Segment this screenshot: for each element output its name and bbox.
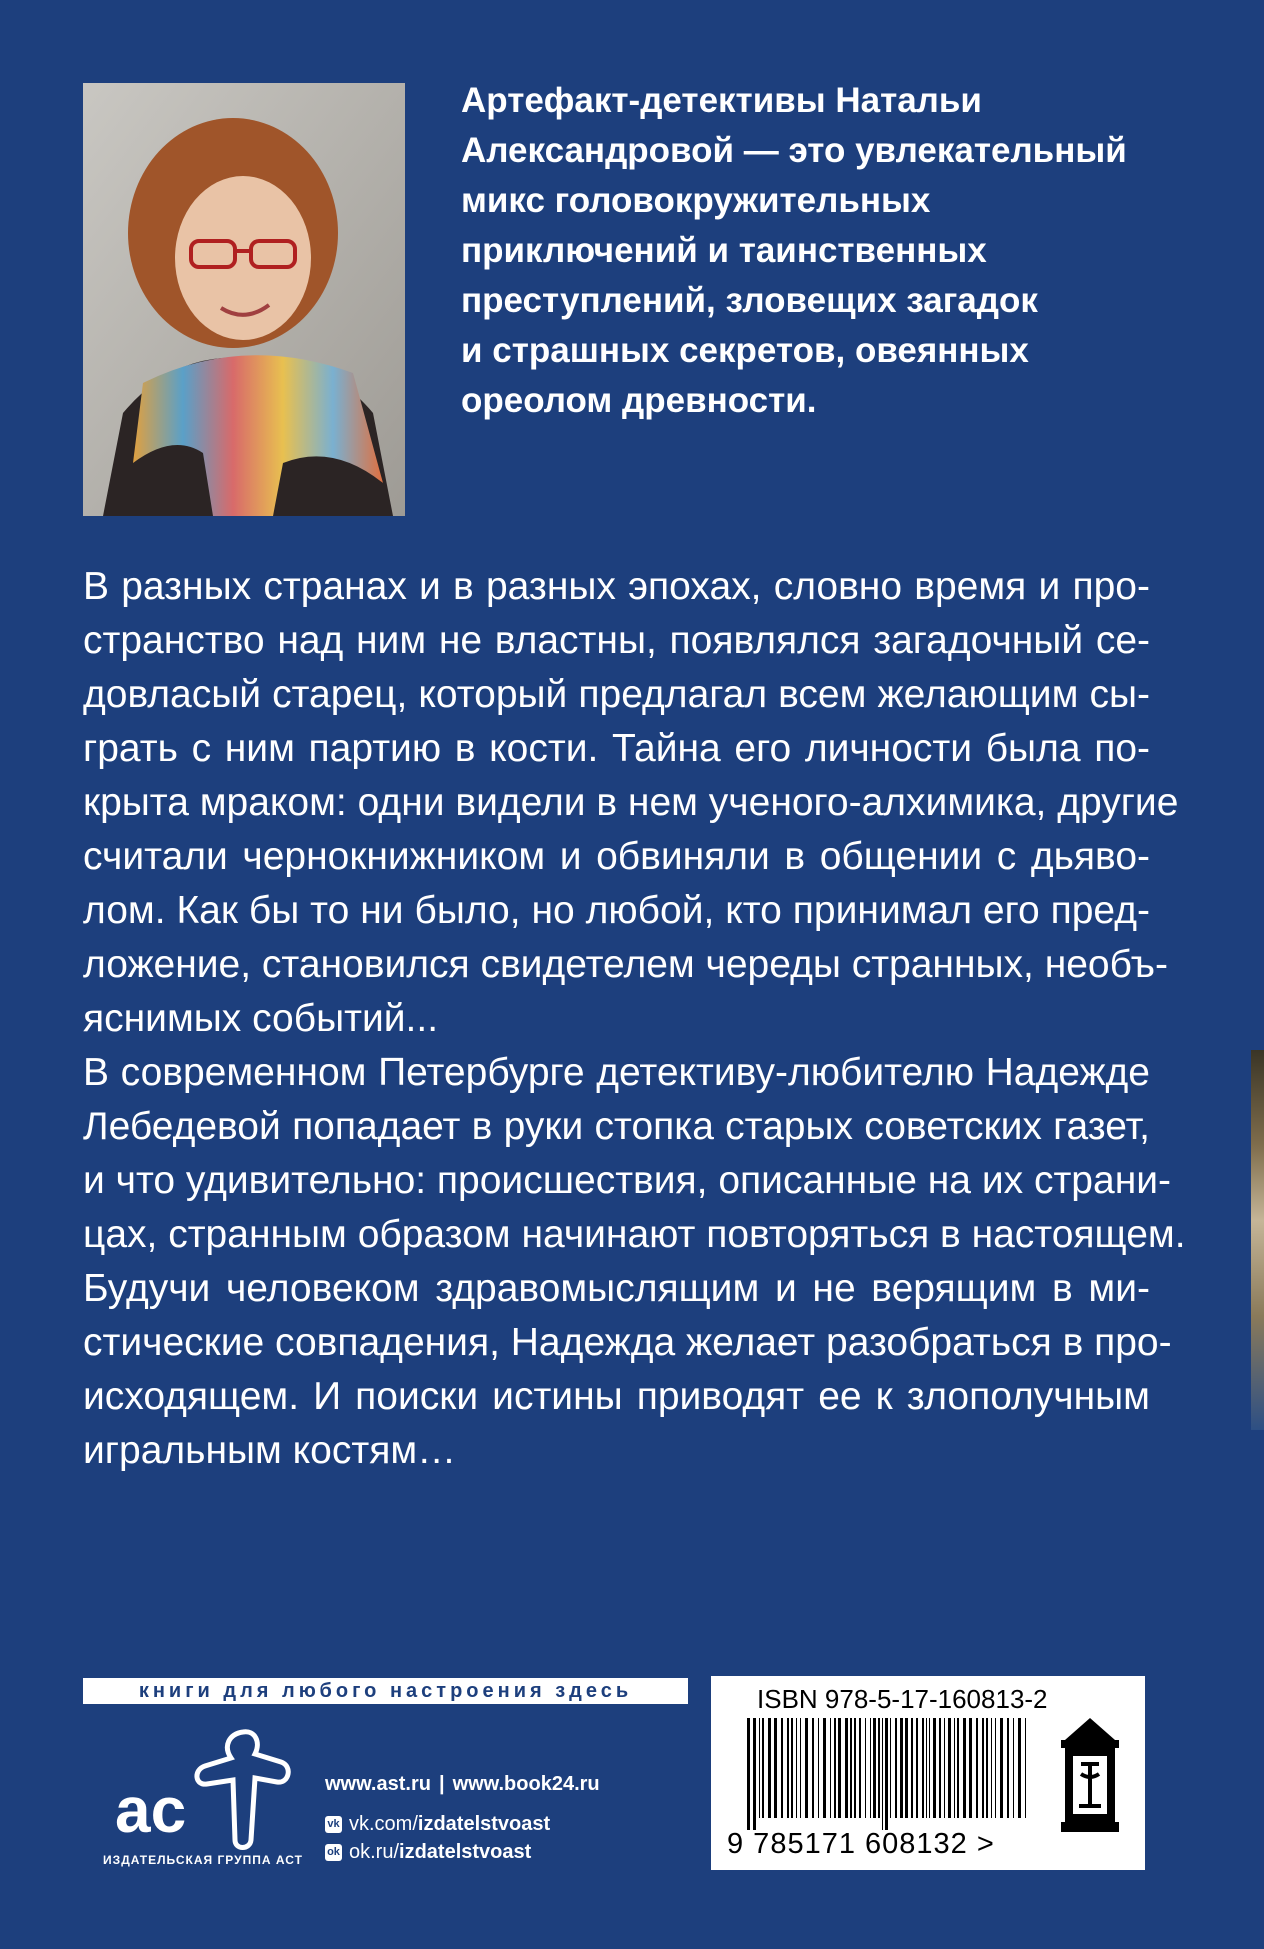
description-line: исходящем. И поиски истины приводят ее к злополучным	[83, 1375, 1150, 1418]
barcode-bar	[944, 1718, 945, 1818]
description-line: В разных странах и в разных эпохах, словно время и про-	[83, 565, 1150, 608]
barcode-bar	[800, 1718, 801, 1818]
barcode-bar	[986, 1718, 988, 1818]
barcode-panel	[711, 1676, 1145, 1870]
barcode-bar	[929, 1718, 930, 1818]
barcode-bar	[885, 1718, 888, 1830]
barcode-bar	[878, 1718, 880, 1818]
barcode-bar	[850, 1718, 852, 1818]
author-portrait-image	[83, 83, 405, 516]
barcode-bar	[1025, 1718, 1026, 1818]
ok-handle: izdatelstvoast	[399, 1840, 532, 1863]
description-line: Лебедевой попадает в руки стопка старых советских газет,	[83, 1105, 1150, 1148]
barcode-bar	[870, 1718, 871, 1818]
ok-row[interactable]	[325, 1838, 685, 1866]
description-line: игральным костям…	[83, 1429, 457, 1472]
isbn-text: ISBN 978-5-17-160813-2	[757, 1684, 1048, 1714]
barcode-bar	[982, 1718, 984, 1818]
barcode-bar	[787, 1718, 789, 1818]
description-line: грать с ним партию в кости. Тайна его личности была по-	[83, 727, 1150, 770]
barcode-bar	[873, 1718, 876, 1818]
barcode-bar	[1013, 1718, 1014, 1818]
barcode-bar	[753, 1718, 756, 1830]
description-line: стические совпадения, Надежда желает разобраться в про-	[83, 1321, 1172, 1364]
description-line: цах, странным образом начинают повторяться в настоящем.	[83, 1213, 1186, 1256]
barcode-bar	[954, 1718, 955, 1818]
description-line: крыта мраком: одни видели в нем ученого-алхимика, другие	[83, 781, 1179, 824]
barcode-bar	[963, 1718, 966, 1818]
barcode-bar	[939, 1718, 941, 1818]
barcode-bar	[976, 1718, 978, 1818]
description-line: лом. Как бы то ни было, но любой, кто принимал его пред-	[83, 889, 1150, 932]
description-line: считали чернокнижником и обвиняли в общении с дьяво-	[83, 835, 1150, 878]
description	[83, 560, 1186, 1478]
link-separator: |	[438, 1772, 445, 1795]
barcode-image	[739, 1718, 1039, 1830]
blurb-line: ореолом древности.	[461, 381, 817, 420]
publisher-name: ИЗДАТЕЛЬСКАЯ ГРУППА АСТ	[103, 1853, 303, 1867]
cover-edge-strip	[1251, 1050, 1264, 1430]
barcode-bar	[995, 1718, 996, 1818]
description-line: довласый старец, который предлагал всем желающим сы-	[83, 673, 1150, 716]
blurb-line: Александровой — это увлекательный	[461, 131, 1127, 170]
barcode-bar	[781, 1718, 783, 1818]
barcode-bar	[774, 1718, 777, 1818]
barcode-bar	[991, 1718, 992, 1818]
logo-text: ac	[115, 1774, 187, 1846]
description-line: странство над ним не властны, появлялся загадочный се-	[83, 619, 1150, 662]
tagline: книги для любого настроения здесь	[83, 1678, 688, 1704]
description-line: Будучи человеком здравомыслящим и не верящим в ми-	[83, 1267, 1150, 1310]
barcode-bar	[759, 1718, 760, 1818]
blurb-line: приключений и таинственных	[461, 231, 987, 270]
blurb	[461, 76, 1181, 426]
publisher-logo	[95, 1722, 295, 1872]
author-photo	[83, 83, 405, 516]
blurb-line: Артефакт-детективы Натальи	[461, 81, 982, 120]
barcode-bar	[1000, 1718, 1003, 1818]
barcode-bar	[762, 1718, 764, 1818]
barcode-bar	[933, 1718, 936, 1818]
website-link-book24[interactable]: www.book24.ru	[452, 1772, 600, 1795]
barcode-bar	[916, 1718, 918, 1818]
website-link-ast[interactable]: www.ast.ru	[325, 1772, 431, 1795]
barcode-bar	[823, 1718, 826, 1818]
barcode-bar	[838, 1718, 841, 1818]
ok-icon: ok	[325, 1844, 342, 1861]
barcode-bar	[747, 1718, 750, 1830]
vk-row[interactable]	[325, 1810, 685, 1838]
barcode-bar	[895, 1718, 897, 1818]
lantern-icon	[1051, 1716, 1129, 1836]
description-line: ложение, становился свидетелем череды странных, необъ-	[83, 943, 1169, 986]
barcode-bar	[865, 1718, 866, 1818]
barcode-bar	[911, 1718, 913, 1818]
blurb-line: микс головокружительных	[461, 181, 931, 220]
barcode-bar	[796, 1718, 797, 1818]
barcode-bar	[859, 1718, 861, 1818]
barcode-bar	[1007, 1718, 1009, 1818]
barcode-bar	[948, 1718, 951, 1818]
websites-row	[325, 1770, 685, 1798]
barcode-bar	[926, 1718, 927, 1818]
barcode-bar	[854, 1718, 856, 1818]
barcode-bar	[834, 1718, 836, 1818]
barcode-bar	[922, 1718, 924, 1818]
barcode-bar	[812, 1718, 814, 1818]
vk-handle: izdatelstvoast	[417, 1812, 551, 1835]
ok-prefix: ok.ru/	[349, 1840, 400, 1863]
blurb-line: преступлений, зловещих загадок	[461, 281, 1038, 320]
barcode-bar	[768, 1718, 771, 1818]
description-line: и что удивительно: происшествия, описанные на их страни-	[83, 1159, 1172, 1202]
barcode-bar	[969, 1718, 972, 1818]
vk-prefix: vk.com/	[349, 1812, 418, 1835]
barcode-bar	[830, 1718, 831, 1818]
blurb-line: и страшных секретов, овеянных	[461, 331, 1029, 370]
barcode-bar	[957, 1718, 959, 1818]
barcode-number: 9 785171 608132 >	[727, 1828, 995, 1860]
vk-icon: vk	[325, 1816, 342, 1833]
barcode-bar	[845, 1718, 848, 1818]
barcode-bar	[905, 1718, 908, 1818]
description-line: В современном Петербурге детективу-любителю Надежде	[83, 1051, 1150, 1094]
description-line: яснимых событий...	[83, 997, 439, 1040]
ast-logo-icon	[95, 1722, 295, 1852]
barcode-bar	[882, 1718, 883, 1830]
barcode-bar	[890, 1718, 891, 1818]
publisher-links	[325, 1770, 685, 1866]
barcode-bar	[805, 1718, 808, 1818]
barcode-bar	[791, 1718, 793, 1818]
barcode-bar	[900, 1718, 903, 1818]
barcode-bar	[1018, 1718, 1021, 1818]
barcode-bar	[818, 1718, 819, 1818]
